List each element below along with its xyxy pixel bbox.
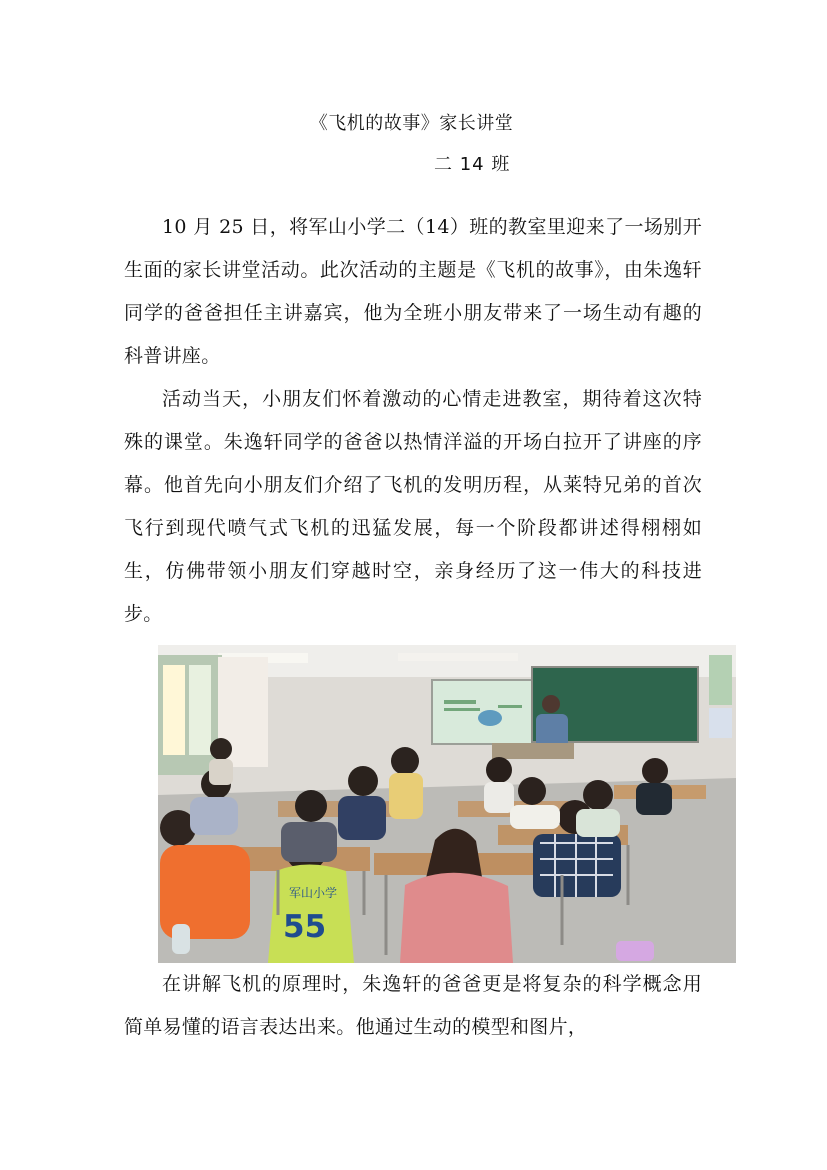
- paragraph-3: 在讲解飞机的原理时，朱逸轩的爸爸更是将复杂的科学概念用简单易懂的语言表达出来。他通过生动的模型和图片，: [124, 973, 702, 1038]
- paragraph-1: 10 月 25 日，将军山小学二（14）班的教室里迎来了一场别开生面的家长讲堂活动。此次活动的主题是《飞机的故事》，由朱逸轩同学的爸爸担任主讲嘉宾，他为全班小朋友带来了一场生动有趣的科普讲座。: [124, 216, 702, 367]
- paragraph-2: 活动当天，小朋友们怀着激动的心情走进教室，期待着这次特殊的课堂。朱逸轩同学的爸爸以热情洋溢的开场白拉开了讲座的序幕。他首先向小朋友们介绍了飞机的发明历程，从莱特兄弟的首次飞行到现代喷气式飞机的迅猛发展，每一个阶段都讲述得栩栩如生，仿佛带领小朋友们穿越时空，亲身经历了这一伟大的科技进步。: [124, 388, 702, 625]
- classroom-photo: [158, 645, 736, 963]
- shirt-text: 军山小学: [289, 886, 338, 900]
- shirt-number: 55: [283, 909, 327, 945]
- document-title: 《飞机的故事》家长讲堂: [309, 113, 514, 134]
- class-line: 二 14 班: [434, 154, 511, 175]
